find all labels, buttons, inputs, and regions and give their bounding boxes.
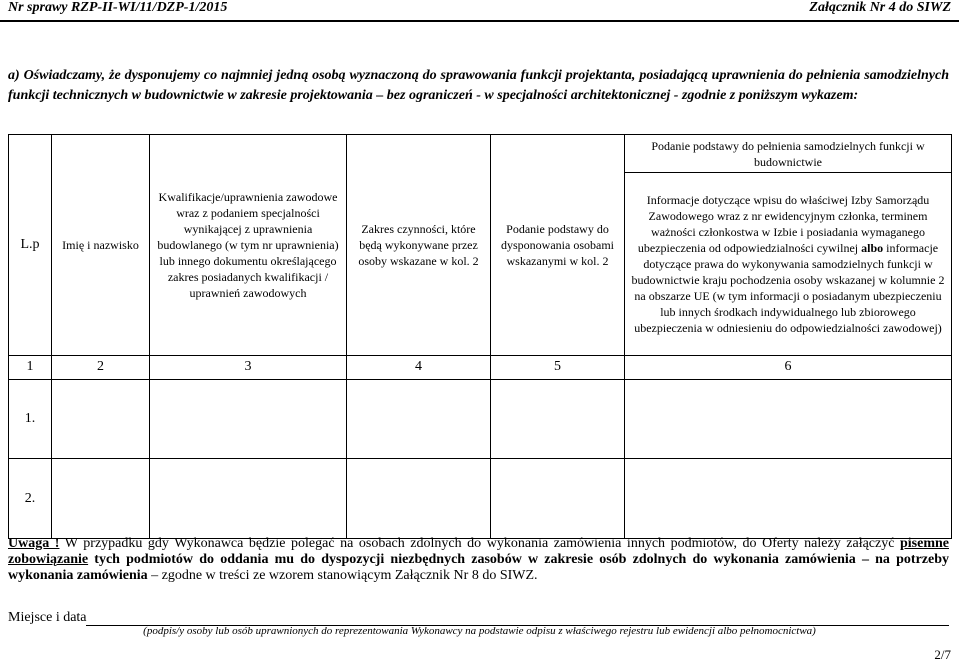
table-row	[9, 459, 952, 539]
table-row	[9, 379, 952, 459]
col-number-5: 5	[491, 355, 625, 379]
col-header-qualifications: Kwalifikacje/uprawnienia zawodowe wraz z podaniem specjalności wynikającej z uprawnienia budowlanego (w tym nr uprawnienia) lub innego dokumentu określającego zakres posiadanych kwalifikacji / uprawnień zawodowych	[150, 135, 347, 356]
col-header-function-details	[625, 173, 952, 355]
cell-basis[interactable]	[491, 459, 625, 539]
col-number-6: 6	[625, 355, 952, 379]
place-date-label: Miejsce i data	[8, 610, 87, 625]
function-details-or: albo	[861, 240, 884, 255]
note-label: Uwaga !	[8, 536, 60, 551]
col-header-function-basis: Podanie podstawy do pełnienia samodzielnych funkcji w budownictwie	[625, 135, 952, 173]
header-case-number: Nr sprawy RZP-II-WI/11/DZP-1/2015	[8, 0, 228, 15]
cell-scope[interactable]	[347, 459, 491, 539]
row-index: 1.	[9, 379, 52, 459]
cell-qualifications[interactable]	[150, 379, 347, 459]
note-text-b: tych podmiotów do oddania mu do dyspozycji niezbędnych zasobów w zakresie osób zdolnych do wykonania zamówienia – na potrzeby wykonania zamówienia	[8, 552, 949, 583]
function-details-part2: informacje dotyczące prawa do wykonywania samodzielnych funkcji w budownictwie kraju pochodzenia osoby wskazanej w kolumnie 2 na obszarze UE (w tym informacji o posiadanym ubezpieczeniu lub innych środkach indywidualnego lub zbiorowego ubezpieczenia w odniesieniu do odpowiedzialności zawodowej)	[631, 240, 945, 335]
page-number: 2/7	[934, 647, 951, 662]
cell-function-basis[interactable]	[625, 459, 952, 539]
note-text-c: – zgodne w treści ze wzorem stanowiącym Załącznik Nr 8 do SIWZ.	[147, 568, 538, 583]
col-header-basis: Podanie podstawy do dysponowania osobami wskazanymi w kol. 2	[491, 135, 625, 356]
col-header-scope: Zakres czynności, które będą wykonywane przez osoby wskazane w kol. 2	[347, 135, 491, 356]
cell-basis[interactable]	[491, 379, 625, 459]
cell-qualifications[interactable]	[150, 459, 347, 539]
cell-function-basis[interactable]	[625, 379, 952, 459]
row-index: 2.	[9, 459, 52, 539]
col-number-2: 2	[52, 355, 150, 379]
function-details-part1: Informacje dotyczące wpisu do właściwej Izby Samorządu Zawodowego wraz z nr ewidencyjnym członka, terminem ważności członkostwa w Izbie i posiadania wymaganego ubezpieczenia od odpowiedzialności cywilnej	[637, 192, 930, 255]
col-number-4: 4	[347, 355, 491, 379]
cell-name[interactable]	[52, 459, 150, 539]
cell-scope[interactable]	[347, 379, 491, 459]
col-header-lp: L.p	[9, 135, 52, 356]
intro-statement: a) Oświadczamy, że dysponujemy co najmniej jedną osobą wyznaczoną do sprawowania funkcji projektanta, posiadającą uprawnienia do pełnienia samodzielnych funkcji technicznych w budownictwie w zakresie projektowania – bez ograniczeń - w specjalności architektonicznej - zgodnie z poniższym wykazem:	[8, 68, 949, 103]
col-header-name: Imię i nazwisko	[52, 135, 150, 356]
cell-name[interactable]	[52, 379, 150, 459]
header-attachment-label: Załącznik Nr 4 do SIWZ	[809, 0, 951, 15]
col-number-3: 3	[150, 355, 347, 379]
note-underlined: pisemne zobowiązanie	[8, 536, 949, 567]
header-divider	[0, 20, 959, 22]
note-text-a: W przypadku gdy Wykonawca będzie polegać na osobach zdolnych do wykonania zamówienia innych podmiotów, do Oferty należy załączyć	[59, 536, 900, 551]
signature-caption: (podpis/y osoby lub osób uprawnionych do reprezentowania Wykonawcy na podstawie odpisu z właściwego rejestru lub ewidencji albo pełnomocnictwa)	[143, 625, 816, 637]
col-number-1: 1	[9, 355, 52, 379]
note-paragraph	[8, 536, 949, 584]
personnel-table	[8, 134, 952, 539]
